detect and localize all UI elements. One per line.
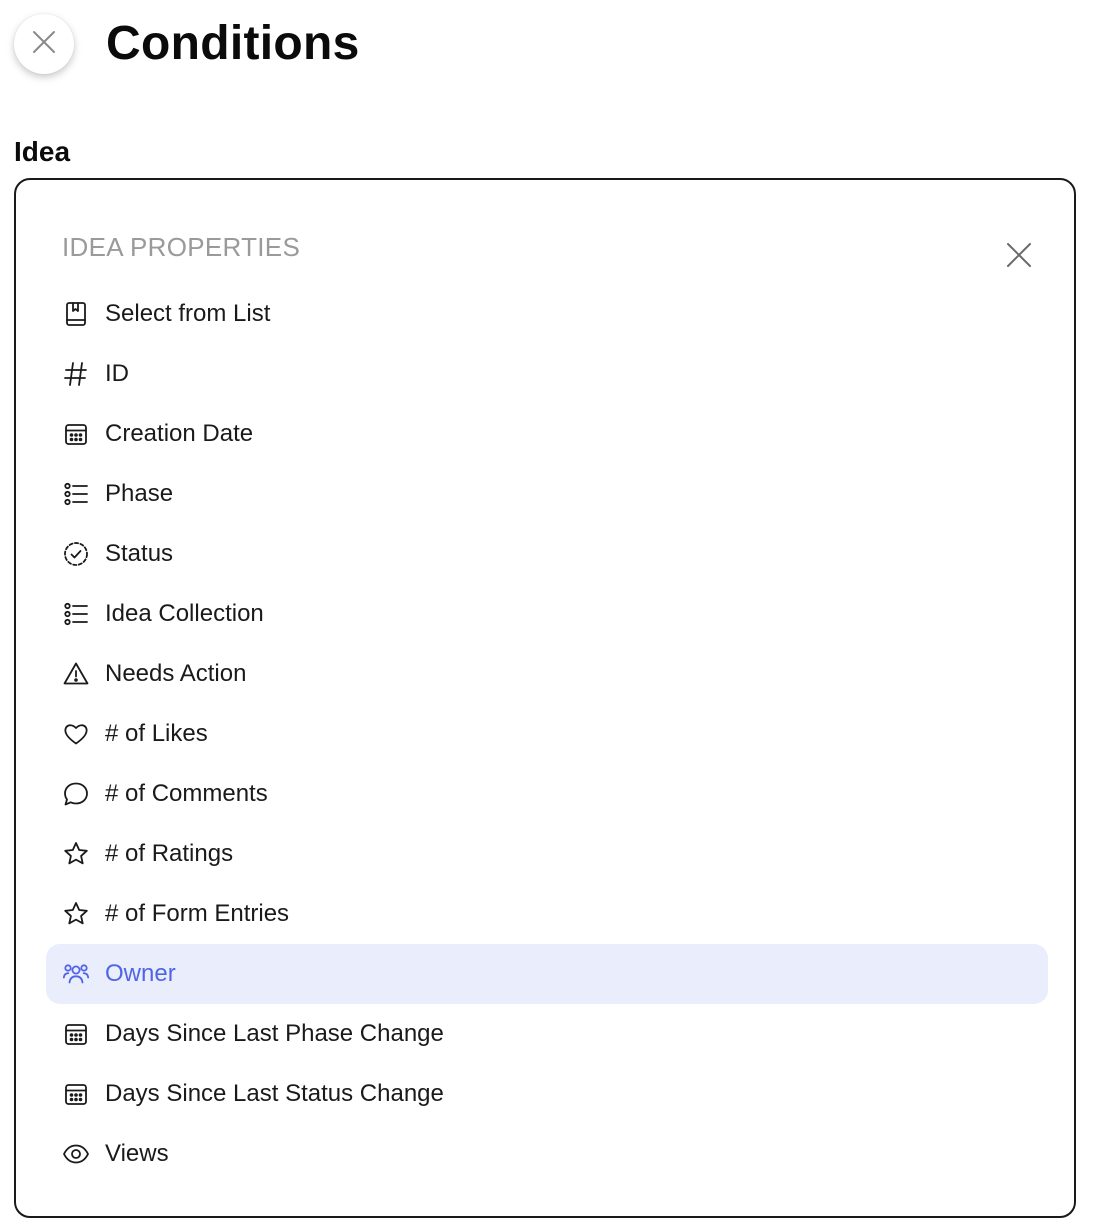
menu-item-phase[interactable] (46, 464, 1048, 524)
menu-item-label: Days Since Last Phase Change (105, 1020, 444, 1047)
menu-item-days-since-last-phase-change[interactable] (46, 1004, 1048, 1064)
menu-item-num-of-form-entries[interactable] (46, 884, 1048, 944)
book-icon (62, 300, 90, 328)
menu-item-label: Phase (105, 480, 174, 507)
menu-item-days-since-last-status-change[interactable] (46, 1064, 1048, 1124)
hash-icon (62, 360, 90, 388)
eye-icon (62, 1140, 90, 1168)
menu-item-creation-date[interactable] (46, 404, 1048, 464)
menu-item-label: # of Ratings (105, 840, 234, 867)
panel-close-button[interactable] (1002, 240, 1036, 274)
menu-item-label: # of Likes (105, 720, 208, 747)
section-label: Idea (14, 136, 71, 167)
menu-item-owner[interactable] (46, 944, 1048, 1004)
menu-item-needs-action[interactable] (46, 644, 1048, 704)
menu-item-select-from-list[interactable] (46, 284, 1048, 344)
calendar-icon (62, 1020, 90, 1048)
page-title: Conditions (106, 17, 360, 70)
menu-item-label: Needs Action (105, 660, 247, 687)
close-icon (31, 29, 57, 60)
list-icon (62, 480, 90, 508)
menu-item-id[interactable] (46, 344, 1048, 404)
menu-item-label: # of Form Entries (105, 900, 290, 927)
menu-item-label: # of Comments (105, 780, 268, 807)
menu-item-label: Creation Date (105, 420, 254, 447)
menu-item-label: Days Since Last Status Change (105, 1080, 444, 1107)
comment-icon (62, 780, 90, 808)
menu-item-label: Owner (105, 960, 176, 987)
menu-item-status[interactable] (46, 524, 1048, 584)
close-icon (1006, 242, 1032, 273)
users-icon (62, 960, 90, 988)
menu-item-label: Select from List (105, 300, 271, 327)
idea-properties-list (46, 284, 1048, 1184)
list-icon (62, 600, 90, 628)
menu-item-idea-collection[interactable] (46, 584, 1048, 644)
menu-item-label: Status (105, 540, 174, 567)
idea-properties-panel (14, 178, 1076, 1218)
menu-item-num-of-ratings[interactable] (46, 824, 1048, 884)
menu-item-label: ID (105, 360, 129, 387)
calendar-icon (62, 420, 90, 448)
star-icon (62, 840, 90, 868)
menu-item-views[interactable] (46, 1124, 1048, 1184)
close-conditions-button[interactable] (14, 14, 74, 74)
warning-icon (62, 660, 90, 688)
calendar-icon (62, 1080, 90, 1108)
menu-item-label: Views (105, 1140, 169, 1167)
status-check-icon (62, 540, 90, 568)
menu-item-num-of-likes[interactable] (46, 704, 1048, 764)
menu-item-label: Idea Collection (105, 600, 264, 627)
panel-heading: IDEA PROPERTIES (62, 232, 301, 262)
menu-item-num-of-comments[interactable] (46, 764, 1048, 824)
heart-icon (62, 720, 90, 748)
star-icon (62, 900, 90, 928)
